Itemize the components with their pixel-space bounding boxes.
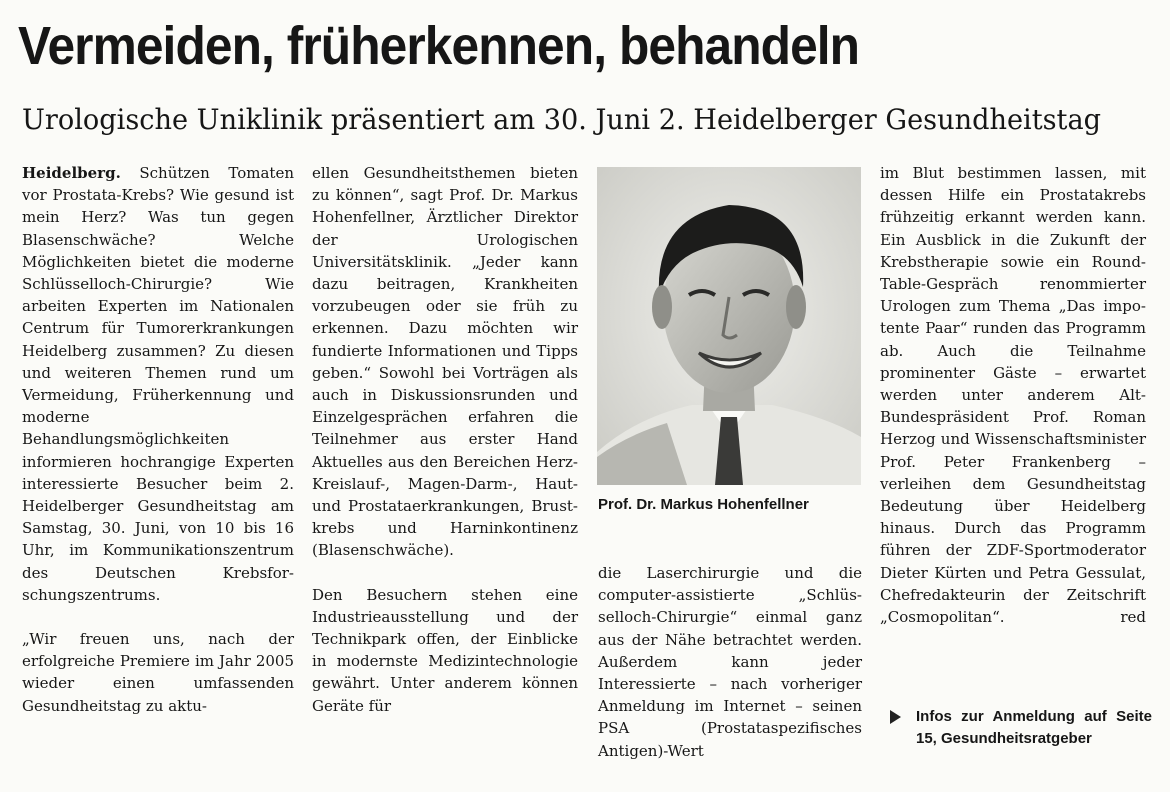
portrait-photo (597, 167, 861, 485)
article-column-3 (598, 562, 862, 762)
info-box (890, 706, 1152, 750)
article-column-2 (312, 162, 578, 717)
byline: red (1120, 608, 1146, 627)
article-paragraph: Den Besuchern stehen eine Industrieausstellung und der Technikpark offen, der Einblicke in modernste Medizintechnologie gewährt. Unter anderem können Geräte für (312, 585, 578, 715)
article-paragraph: im Blut bestimmen lassen, mit dessen Hilfe ein Prostatakrebs frühzeitig erkannt werden kann. Ein Ausblick in die Zukunft der Krebstherapie sowie ein Round-Table-Gespräch renommierter Urologen zum Thema „Das impotente Paar“ runden das Programm ab. Auch die Teilnahme prominenter Gäste – erwartet werden unter anderem Alt-Bundespräsident Prof. Roman Herzog und Wissenschaftsminister Prof. Peter Frankenberg – verleihen dem Gesundheitstag Bedeutung über Heidelberg hinaus. Durch das Programm führen der ZDF-Sportmoderator Dieter Kürten und Petra Gessulat, Chefredakteurin der Zeitschrift „Cosmopolitan“. red (880, 162, 1146, 628)
headline: Vermeiden, früherkennen, behandeln (18, 16, 860, 76)
arrow-right-icon (890, 710, 901, 724)
article-column-1 (22, 162, 294, 717)
article-paragraph: ellen Gesundheitsthemen bieten zu können“, sagt Prof. Dr. Markus Hohenfellner, Ärztlicher Direktor der Urologischen Universitätsklinik. „Jeder kann dazu beitragen, Krankheiten vorzubeugen oder sie früh zu erkennen. Dazu möchten wir fundierte Informationen und Tipps geben.“ Sowohl bei Vorträgen als auch in Diskussionsrunden und Einzelgesprächen erfahren die Teilnehmer aus erster Hand Aktuelles aus den Bereichen Herz-Kreislauf-, Magen-Darm-, Haut- und Prostataerkrankungen, Brustkrebs und Harninkontinenz (Blasenschwäche). (312, 164, 578, 560)
photo-caption: Prof. Dr. Markus Hohenfellner (598, 496, 809, 513)
article-paragraph: Heidelberg. Schützen Tomaten vor Prostata-Krebs? Wie gesund ist mein Herz? Was tun gegen Blasenschwäche? Welche Möglichkeiten bietet die moderne Schlüsselloch-Chirurgie? Wie arbeiten Experten im Nationalen Centrum für Tumorerkrankungen Heidelberg zusammen? Zu diesen und weiteren Themen rund um Vermeidung, Früherkennung und moderne Behandlungsmöglichkeiten informieren hochrangige Experten interessierte Besucher beim 2. Heidelberger Gesundheitstag am Samstag, 30. Juni, von 10 bis 16 Uhr, im Kommunikationszentrum des Deutschen Krebsforschungszentrums. (22, 164, 294, 604)
article-paragraph: die Laserchirurgie und die computer-assistierte „Schlüsselloch-Chirurgie“ einmal ganz aus der Nähe betrachtet werden. Außerdem kann jeder Interessierte – nach vorheriger Anmeldung im Internet – seinen PSA (Prostataspezifisches Antigen)-Wert (598, 564, 862, 760)
article-column-4 (880, 162, 1146, 628)
info-text: Infos zur Anmeldung auf Seite 15, Gesundheitsratgeber (916, 708, 1152, 747)
dateline: Heidelberg. (22, 164, 121, 182)
portrait-image (597, 167, 861, 485)
subheadline: Urologische Uniklinik präsentiert am 30. Juni 2. Heidelberger Gesundheitstag (22, 103, 1102, 136)
article-paragraph: „Wir freuen uns, nach der erfolgreiche Premiere im Jahr 2005 wieder einen umfassenden Gesundheitstag zu aktu- (22, 630, 294, 715)
